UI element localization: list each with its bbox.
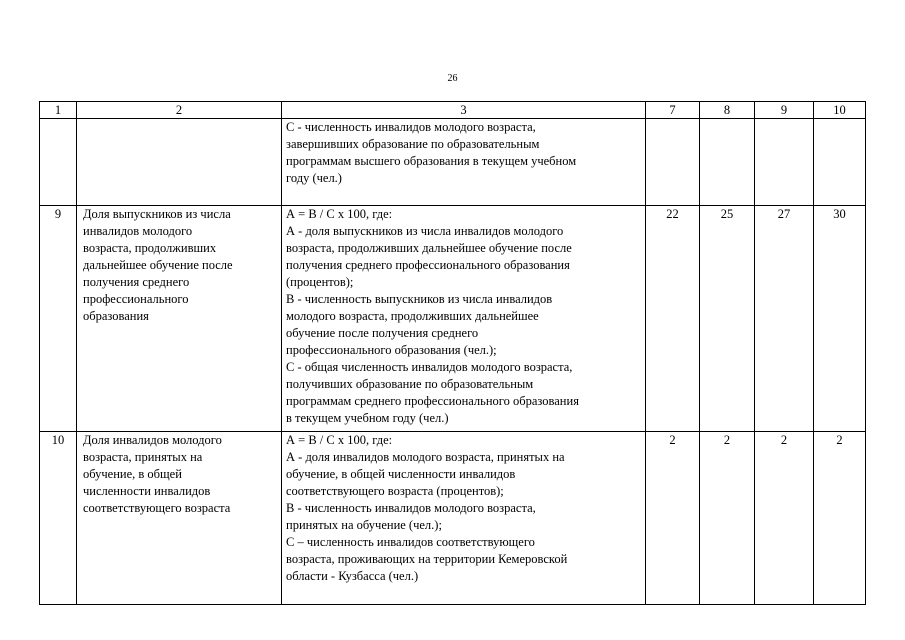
formula-line: А - доля инвалидов молодого возраста, принятых на — [286, 450, 565, 464]
formula-line: А = В / С х 100, где: — [286, 207, 393, 221]
formula-line: В - численность инвалидов молодого возраста, — [286, 501, 536, 515]
header-cell: 9 — [755, 102, 814, 119]
table-row — [40, 119, 866, 206]
indicator-line: численности инвалидов — [83, 484, 211, 498]
value-2024: 2 — [814, 432, 866, 605]
value-2022: 25 — [700, 206, 755, 432]
formula-cell — [282, 119, 646, 206]
formula-line: программам высшего образования в текущем учебном — [286, 154, 577, 168]
formula-line: соответствующего возраста (процентов); — [286, 484, 504, 498]
formula-line: А = В / С х 100, где: — [286, 433, 393, 447]
formula-line: С - общая численность инвалидов молодого возраста, — [286, 360, 573, 374]
value-2024 — [814, 119, 866, 206]
value-2023: 2 — [755, 432, 814, 605]
indicator-line: Доля выпускников из числа — [83, 207, 231, 221]
formula-line: возраста, проживающих на территории Кемеровской — [286, 552, 568, 566]
formula-cell — [282, 432, 646, 605]
header-cell: 7 — [646, 102, 700, 119]
formula-cell — [282, 206, 646, 432]
value-2024: 30 — [814, 206, 866, 432]
value-2023: 27 — [755, 206, 814, 432]
indicator-line: профессионального — [83, 292, 189, 306]
row-number: 10 — [40, 432, 77, 605]
indicator-line: Доля инвалидов молодого — [83, 433, 222, 447]
formula-line: молодого возраста, продолживших дальнейшее — [286, 309, 539, 323]
header-cell: 1 — [40, 102, 77, 119]
formula-line: году (чел.) — [286, 171, 342, 185]
formula-line: области - Кузбасса (чел.) — [286, 569, 419, 583]
indicator-cell — [77, 432, 282, 605]
formula-line: обучение после получения среднего — [286, 326, 479, 340]
value-2021: 22 — [646, 206, 700, 432]
formula-line: получения среднего профессионального образования — [286, 258, 570, 272]
indicator-line: инвалидов молодого — [83, 224, 193, 238]
indicator-cell — [77, 206, 282, 432]
header-cell: 2 — [77, 102, 282, 119]
table-row — [40, 206, 866, 432]
row-number — [40, 119, 77, 206]
indicator-line: соответствующего возраста — [83, 501, 231, 515]
header-row — [40, 102, 866, 119]
value-2023 — [755, 119, 814, 206]
value-2022 — [700, 119, 755, 206]
formula-line: В - численность выпускников из числа инвалидов — [286, 292, 553, 306]
indicator-line: образования — [83, 309, 149, 323]
header-cell: 10 — [814, 102, 866, 119]
formula-line: принятых на обучение (чел.); — [286, 518, 442, 532]
indicator-line: получения среднего — [83, 275, 190, 289]
formula-line: профессионального образования (чел.); — [286, 343, 497, 357]
formula-line: обучение, в общей численности инвалидов — [286, 467, 516, 481]
indicators-table — [39, 101, 866, 605]
formula-line: получивших образование по образовательным — [286, 377, 534, 391]
value-2022: 2 — [700, 432, 755, 605]
formula-line: программам среднего профессионального образования — [286, 394, 579, 408]
indicator-line: возраста, продолживших — [83, 241, 217, 255]
formula-line: С - численность инвалидов молодого возраста, — [286, 120, 536, 134]
value-2021 — [646, 119, 700, 206]
value-2021: 2 — [646, 432, 700, 605]
formula-line: в текущем учебном году (чел.) — [286, 411, 449, 425]
indicator-line: обучение, в общей — [83, 467, 182, 481]
header-cell: 3 — [282, 102, 646, 119]
page-number: 26 — [447, 73, 458, 84]
header-cell: 8 — [700, 102, 755, 119]
indicator-cell — [77, 119, 282, 206]
formula-line: А - доля выпускников из числа инвалидов молодого — [286, 224, 564, 238]
indicator-line: возраста, принятых на — [83, 450, 203, 464]
formula-line: (процентов); — [286, 275, 354, 289]
formula-line: С – численность инвалидов соответствующего — [286, 535, 535, 549]
formula-line: завершивших образование по образовательным — [286, 137, 540, 151]
formula-line: возраста, продолживших дальнейшее обучение после — [286, 241, 572, 255]
indicator-line: дальнейшее обучение после — [83, 258, 233, 272]
row-number: 9 — [40, 206, 77, 432]
table-row — [40, 432, 866, 605]
